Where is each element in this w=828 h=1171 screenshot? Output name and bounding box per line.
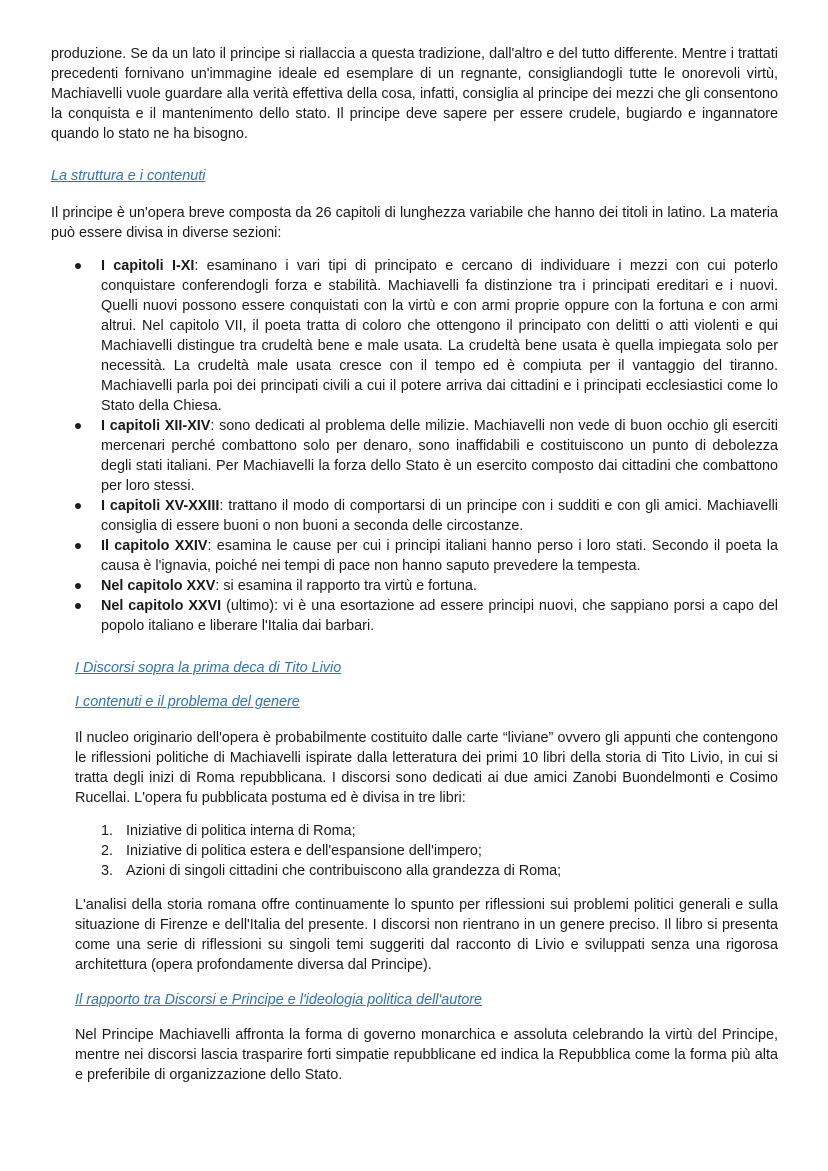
bullet-icon <box>75 543 81 549</box>
bullet-icon <box>75 603 81 609</box>
bullet-bold-label: I capitoli XV-XXIII <box>101 498 220 514</box>
numbered-item <box>75 841 775 861</box>
subheading-contenuti[interactable]: I contenuti e il problema del genere <box>75 694 300 710</box>
bullet-icon <box>75 583 81 589</box>
bullet-text: : si esamina il rapporto tra virtù e fortuna. <box>215 578 477 594</box>
struttura-paragraph: Il principe è un'opera breve composta da 26 capitoli di lunghezza variabile che hanno dei titoli in latino. La materia può essere divisa in diverse sezioni: <box>51 205 778 241</box>
discorsi-paragraph: Il nucleo originario dell'opera è probabilmente costituito dalle carte “liviane” ovvero gli appunti che contengono le riflessioni politiche di Machiavelli ispirate dalla letteratura dei primi 10 libri della storia di Tito Livio, in cui si tratta degli inizi di Roma repubblicana. I discorsi sono dedicati ai due amici Zanobi Buondelmonti e Cosimo Rucellai. L'opera fu pubblicata postuma ed è divisa in tre libri: <box>75 730 778 806</box>
section-heading-struttura[interactable]: La struttura e i contenuti <box>51 168 206 184</box>
section-heading-discorsi[interactable]: I Discorsi sopra la prima deca di Tito Livio <box>75 660 342 676</box>
bullet-icon <box>75 423 81 429</box>
bullet-bold-label: Nel capitolo XXV <box>101 578 216 594</box>
item-text: Azioni di singoli cittadini che contribuiscono alla grandezza di Roma; <box>126 863 562 879</box>
intro-paragraph: produzione. Se da un lato il principe si riallaccia a questa tradizione, dall'altro e del tutto differente. Mentre i trattati precedenti fornivano un'immagine ideale ed esemplare di un regnante, consigliandogli tutte le onorevoli virtù, Machiavelli vuole guardare alla verità effettiva della cosa, infatti, consiglia al principe dei mezzi che gli consentono la conquista e il mantenimento dello stato. Il principe deve sapere per essere crudele, bugiardo e ingannatore quando lo stato ne ha bisogno. <box>51 46 778 142</box>
analisi-paragraph: L'analisi della storia romana offre continuamente lo spunto per riflessioni sui problemi politici generali e sulla situazione di Firenze e dell'Italia del presente. I discorsi non rientrano in un genere preciso. Il libro si presenta come una serie di riflessioni su singoli temi suggeriti dal racconto di Livio e sviluppati senza una rigorosa architettura (opera profondamente diversa dal Principe). <box>75 897 778 973</box>
bullet-icon <box>75 503 81 509</box>
bullet-text: : sono dedicati al problema delle milizie. Machiavelli non vede di buon occhio gli eserciti mercenari perché combattono solo per denaro, sono inaffidabili e costituiscono un punto di debolezza degli stati italiani. Per Machiavelli la forza dello Stato è un esercito composto dai cittadini che combattono per loro stessi. <box>101 418 778 494</box>
bullet-text: (ultimo): vi è una esortazione ad essere principi nuovi, che sappiano porsi a capo del popolo italiano e liberare l'Italia dai barbari. <box>101 598 779 634</box>
bullet-text: : trattano il modo di comportarsi di un principe con i sudditi e con gli amici. Machiavelli consiglia di essere buoni o non buoni a seconda delle circostanze. <box>101 498 778 534</box>
bullet-icon <box>75 263 81 269</box>
bullet-text: : esamina le cause per cui i principi italiani hanno perso i loro stati. Secondo il poeta la causa è l'ignavia, poiché nei tempi di pace non hanno saputo prevedere la tempesta. <box>101 538 778 574</box>
bullet-item <box>51 496 778 536</box>
numbered-item <box>75 821 775 841</box>
numbered-item <box>75 861 775 881</box>
item-number: 1. <box>101 823 114 839</box>
bullet-item <box>51 596 778 636</box>
bullet-item <box>51 576 778 596</box>
item-number: 2. <box>101 843 114 859</box>
section-heading-rapporto[interactable]: Il rapporto tra Discorsi e Principe e l'ideologia politica dell'autore <box>75 992 483 1008</box>
item-number: 3. <box>101 863 114 879</box>
bullet-text: : esaminano i vari tipi di principato e cercano di individuare i mezzi con cui poterlo conquistare conferendogli forza e stabilità. Machiavelli fa distinzione tra i principati ereditari e i nuovi. Quelli nuovi possono essere conquistati con la virtù e con armi proprie oppure con la fortuna e con armi altrui. Nel capitolo VII, il poeta tratta di coloro che ottengono il principato con delitti o atti violenti e qui Machiavelli distingue tra crudeltà bene e male usata. La crudeltà bene usata è quella impiegata solo per necessità. La crudeltà male usata cresce con il tempo ed è compiuta per il vantaggio del tiranno. Machiavelli parla poi dei principati civili a cui il potere arriva dai cittadini e i principati ecclesiastici come lo Stato della Chiesa. <box>101 258 778 414</box>
bullet-item <box>51 536 778 576</box>
bullet-bold-label: I capitoli XII-XIV <box>101 418 211 434</box>
bullet-bold-label: Nel capitolo XXVI <box>101 598 222 614</box>
bullet-bold-label: Il capitolo XXIV <box>101 538 208 554</box>
chapters-bullet-list <box>51 256 778 636</box>
bullet-item <box>51 416 778 496</box>
rapporto-paragraph: Nel Principe Machiavelli affronta la forma di governo monarchica e assoluta celebrando la virtù del Principe, mentre nei discorsi lascia trasparire forti simpatie repubblicane ed indica la Repubblica come la forma più alta e preferibile di organizzazione dello Stato. <box>75 1027 778 1083</box>
books-numbered-list <box>75 821 775 881</box>
item-text: Iniziative di politica estera e dell'espansione dell'impero; <box>126 843 482 859</box>
item-text: Iniziative di politica interna di Roma; <box>126 823 356 839</box>
bullet-item <box>51 256 778 416</box>
bullet-bold-label: I capitoli I-XI <box>101 258 195 274</box>
